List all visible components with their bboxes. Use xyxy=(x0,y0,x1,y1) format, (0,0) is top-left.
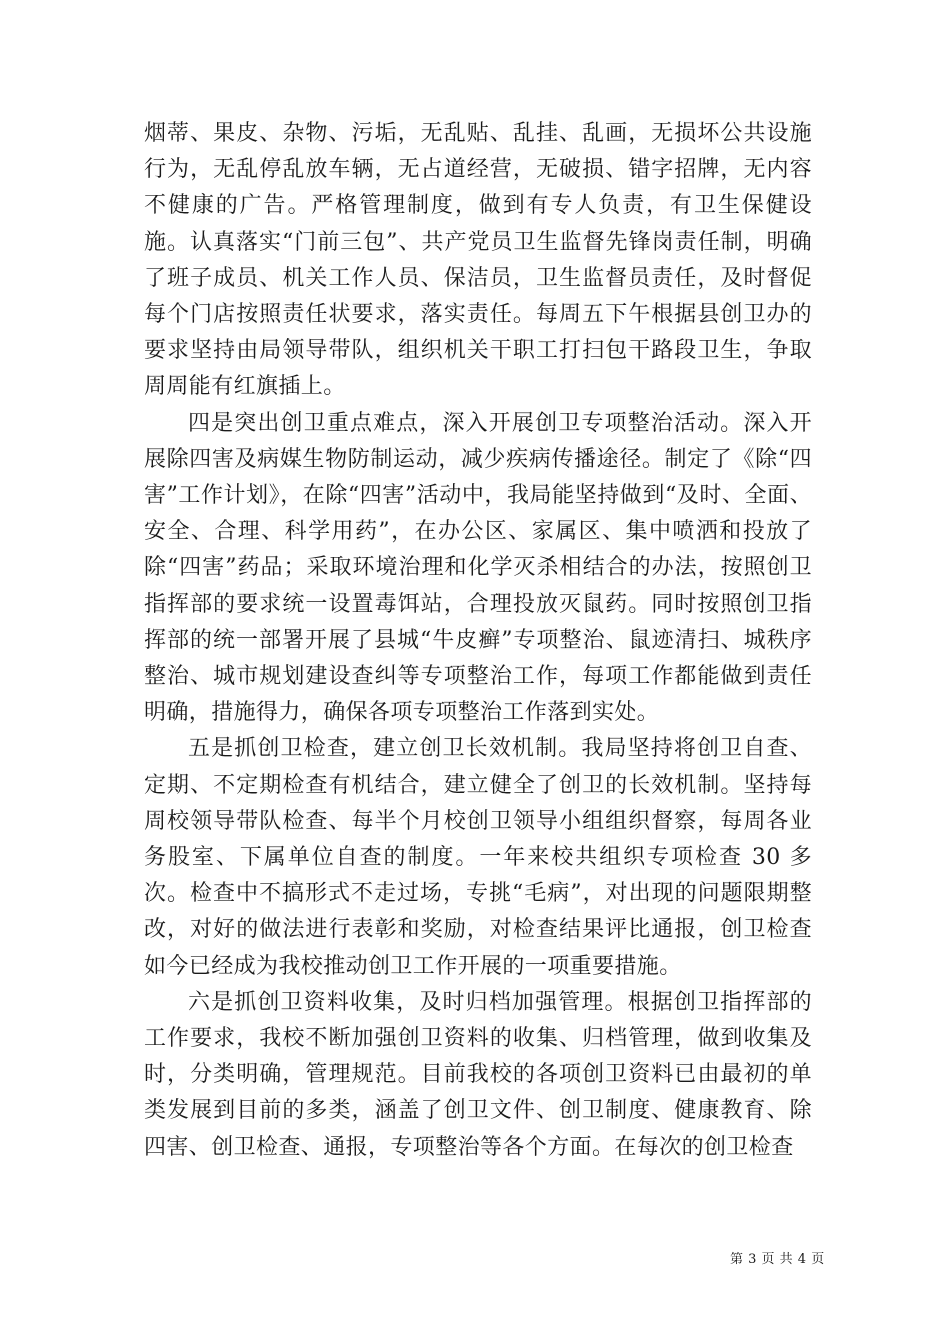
paragraph-2: 四是突出创卫重点难点，深入开展创卫专项整治活动。深入开展除四害及病媒生物防制运动，减少疾病传播途径。制定了《除“四害”工作计划》，在除“四害”活动中，我局能坚持做到“及时、全面、安全、合理、科学用药”，在办公区、家属区、集中喷洒和投放了除“四害”药品；采取环境治理和化学灭杀相结合的办法，按照创卫指挥部的要求统一设置毒饵站，合理投放灭鼠药。同时按照创卫指挥部的统一部署开展了县城“牛皮癣”专项整治、鼠迹清扫、城秩序整治、城市规划建设查纠等专项整治工作，每项工作都能做到责任明确，措施得力，确保各项专项整治工作落到实处。 xyxy=(144,410,812,726)
paragraph-1: 烟蒂、果皮、杂物、污垢，无乱贴、乱挂、乱画，无损坏公共设施行为，无乱停乱放车辆，无占道经营，无破损、错字招牌，无内容不健康的广告。严格管理制度，做到有专人负责，有卫生保健设施。认真落实“门前三包”、共产党员卫生监督先锋岗责任制，明确了班子成员、机关工作人员、保洁员，卫生监督员责任，及时督促每个门店按照责任状要求，落实责任。每周五下午根据县创卫办的要求坚持由局领导带队，组织机关干职工打扫包干路段卫生，争取周周能有红旗插上。 xyxy=(144,121,812,400)
page-number-footer: 第 3 页 共 4 页 xyxy=(730,1252,825,1267)
paragraph-4: 六是抓创卫资料收集，及时归档加强管理。根据创卫指挥部的工作要求，我校不断加强创卫资料的收集、归档管理，做到收集及时，分类明确，管理规范。目前我校的各项创卫资料已由最初的单类发展到目前的多类，涵盖了创卫文件、创卫制度、健康教育、除四害、创卫检查、通报，专项整治等各个方面。在每次的创卫检查 xyxy=(144,989,812,1160)
document-body xyxy=(144,116,812,1166)
paragraph-3: 五是抓创卫检查，建立创卫长效机制。我局坚持将创卫自查、定期、不定期检查有机结合，建立健全了创卫的长效机制。坚持每周校领导带队检查、每半个月校创卫领导小组组织督察，每周各业务股室、下属单位自查的制度。一年来校共组织专项检查 30 多次。检查中不搞形式不走过场，专挑“毛病”，对出现的问题限期整改，对好的做法进行表彰和奖励，对检查结果评比通报，创卫检查如今已经成为我校推动创卫工作开展的一项重要措施。 xyxy=(144,736,812,979)
